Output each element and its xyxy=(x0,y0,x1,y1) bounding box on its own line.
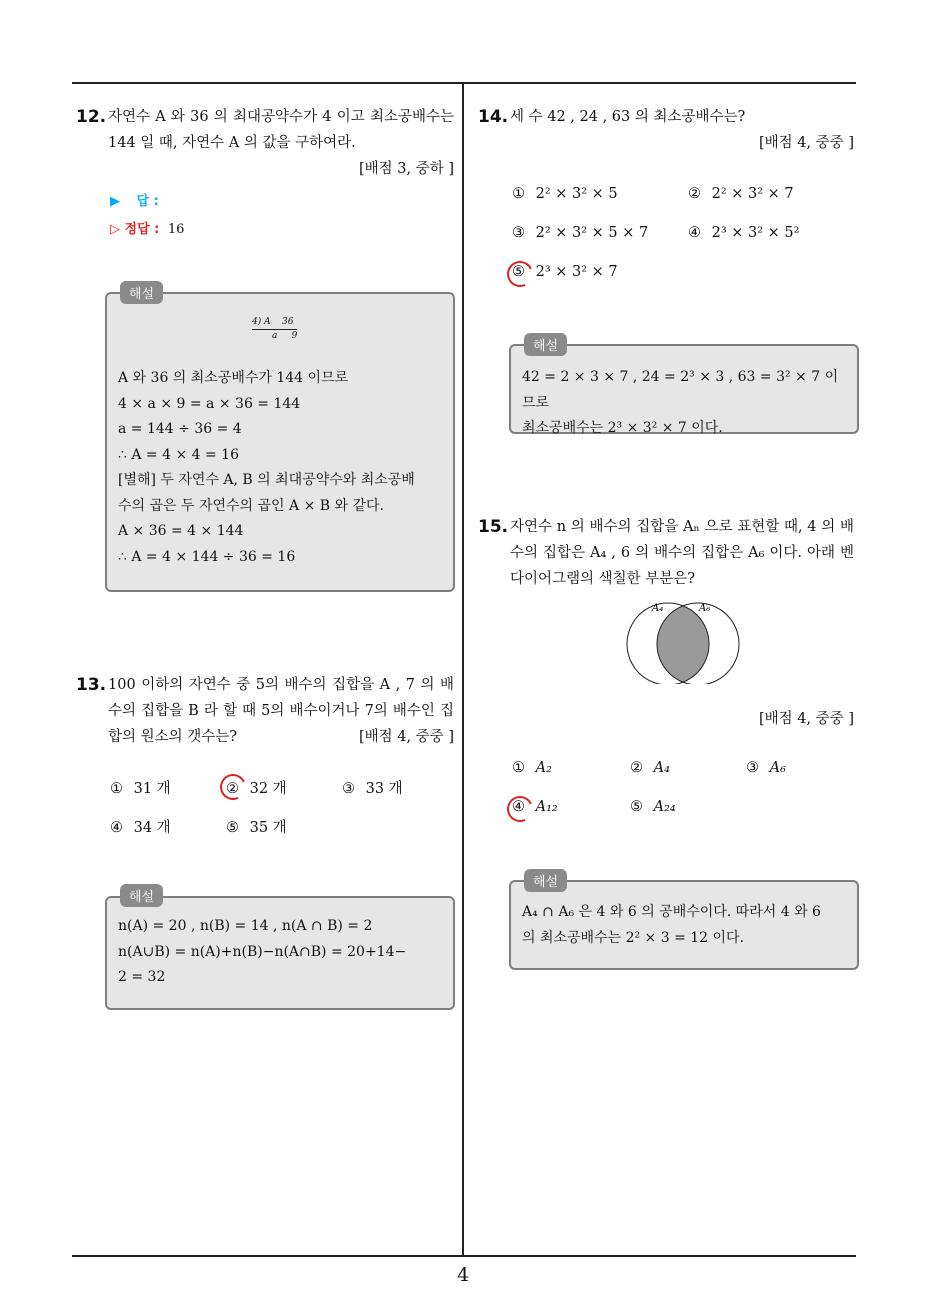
question-body: 100 이하의 자연수 중 5의 배수의 집합을 A , 7 의 배수의 집합을 B 라 할 때 5의 배수이거나 7의 배수인 집합의 원소의 갯수는? xyxy=(108,677,454,745)
question-13 xyxy=(76,672,454,750)
venn-diagram xyxy=(620,598,746,684)
question-14 xyxy=(478,104,854,156)
solution-line: 4 × a × 9 = a × 36 = 144 xyxy=(118,395,301,412)
choice-1[interactable] xyxy=(512,186,618,202)
division-bottom: a 9 xyxy=(272,331,298,341)
question-text xyxy=(108,672,454,750)
choice-5[interactable] xyxy=(630,799,676,815)
solution-tag: 해설 xyxy=(120,884,163,907)
choice-number: ⑤ xyxy=(512,264,525,280)
top-rule xyxy=(72,82,856,84)
choice-text: 35 개 xyxy=(249,820,287,836)
choice-1[interactable] xyxy=(110,777,171,798)
bottom-rule xyxy=(72,1255,856,1257)
solution-text xyxy=(522,365,848,442)
solution-line: 2 = 32 xyxy=(118,969,166,985)
choice-number: ① xyxy=(512,186,525,202)
choice-text: 2² × 3² × 7 xyxy=(711,186,794,202)
question-text: 자연수 A 와 36 의 최대공약수가 4 이고 최소공배수는 144 일 때, 자연수 A 의 값을 구하여라. xyxy=(108,109,454,151)
page-number: 4 xyxy=(456,1264,470,1286)
division-diagram xyxy=(252,316,297,343)
question-text: 세 수 42 , 24 , 63 의 최소공배수는? xyxy=(510,109,746,125)
choice-number: ⑤ xyxy=(226,820,239,836)
solution-tag: 해설 xyxy=(524,333,567,356)
choice-text: 32 개 xyxy=(249,781,287,797)
choice-number: ④ xyxy=(110,820,123,836)
choice-text: A₂ xyxy=(535,760,552,776)
choice-number: ① xyxy=(110,781,123,797)
question-number: 12. xyxy=(76,107,107,127)
question-text: 자연수 n 의 배수의 집합을 Aₙ 으로 표현할 때, 4 의 배수의 집합은 A₄ , 6 의 배수의 집합은 A₆ 이다. 아래 벤 다이어그램의 색칠한 부분은? xyxy=(510,519,854,587)
choice-3[interactable] xyxy=(512,225,648,241)
selected-mark-icon xyxy=(503,257,536,290)
solution-tag: 해설 xyxy=(120,281,163,304)
choice-text: A₂₄ xyxy=(653,799,676,815)
choice-2[interactable] xyxy=(630,760,670,776)
choice-3[interactable] xyxy=(342,777,403,798)
solution-line: A₄ ∩ A₆ 은 4 와 6 의 공배수이다. 따라서 4 와 6 xyxy=(522,904,821,920)
solution-line: [별해] 두 자연수 A, B 의 최대공약수와 최소공배 xyxy=(118,472,415,488)
solution-line: ∴ A = 4 × 144 ÷ 36 = 16 xyxy=(118,548,296,565)
correct-value: 16 xyxy=(167,222,185,237)
choice-number: ③ xyxy=(746,760,759,776)
solution-text xyxy=(522,900,848,951)
solution-line: 42 = 2 × 3 × 7 , 24 = 2³ × 3 , 63 = 3² × 7 이므로 xyxy=(522,369,839,411)
choice-text: A₄ xyxy=(653,760,670,776)
question-meta: [배점 4, 중중 ] xyxy=(758,135,854,151)
choice-text: A₁₂ xyxy=(535,799,558,815)
question-number: 14. xyxy=(478,107,509,127)
correct-label: 정답 : xyxy=(124,222,160,237)
choice-4[interactable] xyxy=(688,225,799,241)
choice-text: 2² × 3² × 5 × 7 xyxy=(535,225,649,241)
choice-1[interactable] xyxy=(512,760,552,776)
choice-text: 33 개 xyxy=(365,781,403,797)
choice-number: ④ xyxy=(688,225,701,241)
solution-line: a = 144 ÷ 36 = 4 xyxy=(118,421,242,437)
choice-number: ① xyxy=(512,760,525,776)
solution-text xyxy=(118,914,444,991)
choice-number: ② xyxy=(226,781,239,797)
solution-line: A 와 36 의 최소공배수가 144 이므로 xyxy=(118,370,349,386)
selected-mark-icon xyxy=(216,770,249,803)
solution-line: 의 최소공배수는 2² × 3 = 12 이다. xyxy=(522,929,745,946)
question-12 xyxy=(76,104,454,182)
question-15 xyxy=(478,514,854,592)
outline-arrow-icon: ▷ xyxy=(110,222,120,237)
choice-number: ⑤ xyxy=(630,799,643,815)
choice-4[interactable] xyxy=(110,816,171,837)
question-number: 13. xyxy=(76,675,107,695)
choice-3[interactable] xyxy=(746,760,786,776)
choice-number: ③ xyxy=(512,225,525,241)
choice-text: 2³ × 3² × 7 xyxy=(535,264,618,280)
choice-number: ④ xyxy=(512,799,525,815)
venn-label-a6: A₆ xyxy=(699,603,711,614)
venn-label-a4: A₄ xyxy=(652,603,664,614)
choice-text: 31 개 xyxy=(133,781,171,797)
choice-number: ② xyxy=(630,760,643,776)
question-meta: [배점 4, 중중 ] xyxy=(758,711,854,727)
answer-label: 답 : xyxy=(136,194,159,209)
solution-tag: 해설 xyxy=(524,869,567,892)
play-arrow-icon: ▶ xyxy=(110,194,120,209)
question-number: 15. xyxy=(478,517,509,537)
choice-number: ③ xyxy=(342,781,355,797)
solution-line: 최소공배수는 2³ × 3² × 7 이다. xyxy=(522,420,723,436)
choice-5[interactable] xyxy=(226,816,287,837)
question-meta: [배점 4, 중중 ] xyxy=(358,729,454,745)
choice-text: 2² × 3² × 5 xyxy=(535,186,618,202)
selected-mark-icon xyxy=(503,792,536,825)
column-divider xyxy=(462,84,464,1256)
question-meta: [배점 3, 중하 ] xyxy=(358,161,454,177)
solution-line: n(A) = 20 , n(B) = 14 , n(A ∩ B) = 2 xyxy=(118,918,373,934)
answer-line[interactable] xyxy=(110,190,159,209)
choice-2[interactable] xyxy=(688,186,794,202)
choice-number: ② xyxy=(688,186,701,202)
solution-text xyxy=(118,366,444,570)
correct-answer-line xyxy=(110,218,184,237)
solution-line: ∴ A = 4 × 4 = 16 xyxy=(118,446,239,463)
solution-line: 수의 곱은 두 자연수의 곱인 A × B 와 같다. xyxy=(118,497,384,514)
division-top: 4) A 36 xyxy=(252,316,297,330)
choice-text: A₆ xyxy=(769,760,786,776)
choice-text: 2³ × 3² × 5² xyxy=(711,225,800,241)
solution-line: A × 36 = 4 × 144 xyxy=(118,523,244,539)
choice-text: 34 개 xyxy=(133,820,171,836)
solution-line: n(A∪B) = n(A)+n(B)−n(A∩B) = 20+14− xyxy=(118,943,407,960)
